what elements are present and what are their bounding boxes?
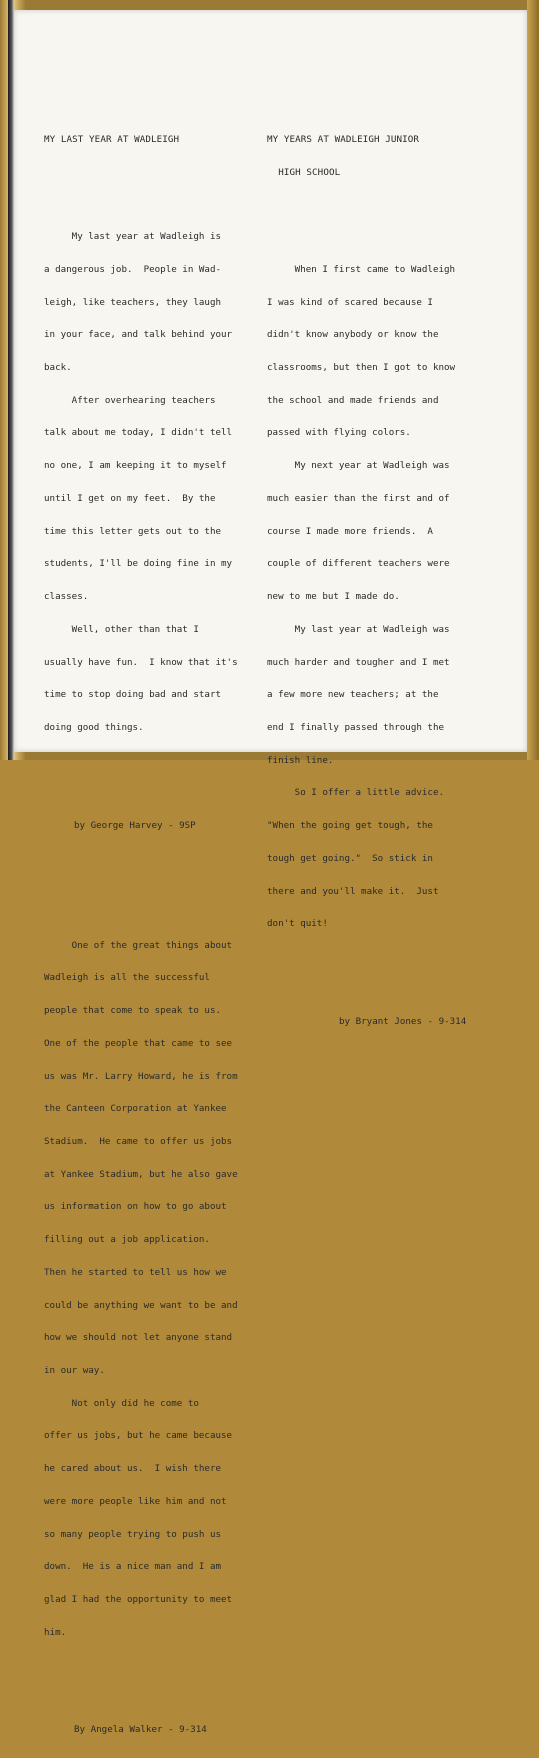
- right-column: [267, 113, 466, 1049]
- left-essay-title: MY LAST YEAR AT WADLEIGH: [44, 133, 180, 145]
- text-line: My last year at Wadleigh was: [267, 623, 450, 635]
- text-line: Stadium. He came to offer us jobs: [44, 1135, 233, 1147]
- text-line: "When the going get tough, the: [267, 820, 433, 832]
- text-line: so many people trying to push us: [44, 1528, 222, 1540]
- text-line: end I finally passed through the: [267, 721, 445, 733]
- left-essay1-body: [44, 210, 238, 755]
- text-line: Not only did he come to: [44, 1397, 199, 1409]
- text-line: in our way.: [44, 1364, 105, 1376]
- text-line: usually have fun. I know that it's: [44, 656, 238, 668]
- text-line: at Yankee Stadium, but he also gave: [44, 1168, 238, 1180]
- text-line: doing good things.: [44, 721, 144, 733]
- text-line: down. He is a nice man and I am: [44, 1561, 222, 1573]
- text-line: were more people like him and not: [44, 1495, 227, 1507]
- text-line: students, I'll be doing fine in my: [44, 558, 233, 570]
- left-essay2-body: [44, 919, 238, 1661]
- right-essay-title-line1: MY YEARS AT WADLEIGH JUNIOR: [267, 133, 420, 145]
- text-line: the Canteen Corporation at Yankee: [44, 1103, 227, 1115]
- text-line: don't quit!: [267, 918, 328, 930]
- text-line: much harder and tougher and I met: [267, 656, 450, 668]
- text-line: didn't know anybody or know the: [267, 329, 439, 341]
- right-essay-title-line2: HIGH SCHOOL: [267, 166, 341, 178]
- text-line: leigh, like teachers, they laugh: [44, 296, 222, 308]
- text-line: much easier than the first and of: [267, 492, 450, 504]
- text-line: filling out a job application.: [44, 1234, 210, 1246]
- text-line: how we should not let anyone stand: [44, 1332, 233, 1344]
- text-line: talk about me today, I didn't tell: [44, 427, 233, 439]
- text-line: I was kind of scared because I: [267, 296, 433, 308]
- text-line: there and you'll make it. Just: [267, 885, 439, 897]
- text-line: no one, I am keeping it to myself: [44, 460, 227, 472]
- yearbook-page: [14, 10, 527, 1736]
- text-line: could be anything we want to be and: [44, 1299, 238, 1311]
- byline-george-harvey: by George Harvey - 9SP: [74, 820, 196, 832]
- text-line: So I offer a little advice.: [267, 787, 445, 799]
- text-line: a few more new teachers; at the: [267, 689, 439, 701]
- text-line: course I made more friends. A: [267, 525, 433, 537]
- text-line: classes.: [44, 591, 89, 603]
- byline-angela-walker: By Angela Walker - 9-314: [74, 1724, 207, 1736]
- text-line: people that come to speak to us.: [44, 1005, 222, 1017]
- text-line: After overhearing teachers: [44, 394, 216, 406]
- text-line: finish line.: [267, 754, 334, 766]
- text-line: Well, other than that I: [44, 623, 199, 635]
- text-line: time to stop doing bad and start: [44, 689, 222, 701]
- text-line: One of the great things about: [44, 939, 233, 951]
- text-line: us information on how to go about: [44, 1201, 227, 1213]
- text-line: My next year at Wadleigh was: [267, 460, 450, 472]
- text-line: glad I had the opportunity to meet: [44, 1594, 233, 1605]
- text-line: back.: [44, 362, 72, 374]
- text-line: time this letter gets out to the: [44, 525, 222, 537]
- text-line: until I get on my feet. By the: [44, 492, 216, 504]
- book-edge: [527, 0, 539, 760]
- text-line: couple of different teachers were: [267, 558, 450, 570]
- text-line: he cared about us. I wish there: [44, 1463, 222, 1475]
- text-line: tough get going." So stick in: [267, 852, 433, 864]
- text-line: him.: [44, 1626, 67, 1638]
- text-line: classrooms, but then I got to know: [267, 362, 456, 374]
- right-essay-body: [267, 243, 466, 952]
- byline-bryant-jones: by Bryant Jones - 9-314: [339, 1015, 467, 1027]
- text-line: us was Mr. Larry Howard, he is from: [44, 1070, 238, 1082]
- text-line: the school and made friends and: [267, 394, 439, 406]
- text-line: offer us jobs, but he came because: [44, 1430, 233, 1442]
- text-line: One of the people that came to see: [44, 1037, 233, 1049]
- text-line: Wadleigh is all the successful: [44, 972, 210, 984]
- text-line: in your face, and talk behind your: [44, 329, 233, 341]
- text-line: When I first came to Wadleigh: [267, 263, 456, 275]
- text-line: a dangerous job. People in Wad-: [44, 263, 222, 275]
- text-line: passed with flying colors.: [267, 427, 411, 439]
- left-column: [44, 113, 238, 1758]
- text-line: Then he started to tell us how we: [44, 1266, 227, 1278]
- text-line: My last year at Wadleigh is: [44, 231, 222, 243]
- text-line: new to me but I made do.: [267, 591, 400, 603]
